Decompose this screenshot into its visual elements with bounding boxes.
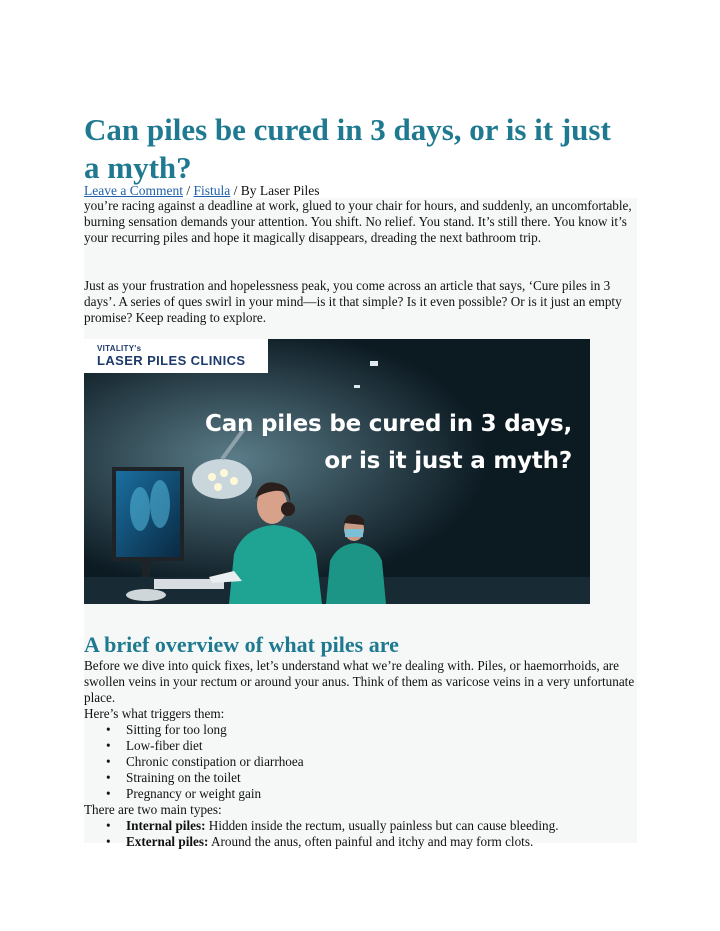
type-term: External piles: bbox=[126, 834, 209, 849]
overview-paragraph: Before we dive into quick fixes, let’s understand what we’re dealing with. Piles, or haemorrhoids, are swollen veins in your rectum or around your anus. Think of them as varicose veins in a very unfortunate place. bbox=[84, 658, 635, 705]
logo-brand-name: LASER PILES CLINICS bbox=[97, 353, 246, 368]
post-meta bbox=[84, 183, 320, 199]
section-heading: A brief overview of what piles are bbox=[84, 632, 399, 657]
triggers-intro: Here’s what triggers them: bbox=[84, 706, 225, 721]
bullet-icon: • bbox=[106, 738, 111, 753]
list-item: • Chronic constipation or diarrhoea bbox=[106, 754, 304, 769]
category-link-fistula[interactable]: Fistula bbox=[193, 183, 231, 198]
list-item: • Straining on the toilet bbox=[106, 770, 241, 785]
type-term: Internal piles: bbox=[126, 818, 206, 833]
bullet-icon: • bbox=[106, 722, 111, 737]
intro-paragraph-2: Just as your frustration and hopelessness peak, you come across an article that says, ‘Cure piles in 3 days’. A series of ques swirl in your mind—is it that simple? Is it even possible? Or is it just an empty promise? Keep reading to explore. bbox=[84, 278, 622, 325]
bullet-icon: • bbox=[106, 770, 111, 785]
leave-comment-link[interactable]: Leave a Comment bbox=[84, 183, 183, 198]
bullet-icon: • bbox=[106, 834, 111, 849]
article-content bbox=[84, 198, 637, 849]
list-item: • Low-fiber diet bbox=[106, 738, 203, 753]
list-item bbox=[84, 818, 559, 834]
list-item: • Sitting for too long bbox=[106, 722, 227, 737]
list-item bbox=[84, 834, 559, 850]
type-desc: Around the anus, often painful and itchy and may form clots. bbox=[208, 834, 534, 849]
bullet-icon: • bbox=[106, 818, 111, 833]
triggers-list bbox=[84, 722, 304, 802]
hero-heading-line-2: or is it just a myth? bbox=[324, 448, 572, 474]
types-list bbox=[84, 818, 559, 850]
hero-heading-line-1: Can piles be cured in 3 days, bbox=[205, 411, 572, 437]
meta-author: / By Laser Piles bbox=[230, 183, 320, 198]
logo-brand-small: VITALITY's bbox=[97, 344, 142, 353]
bullet-icon: • bbox=[106, 786, 111, 801]
clinic-logo bbox=[84, 339, 268, 373]
types-intro: There are two main types: bbox=[84, 802, 222, 817]
type-desc: Hidden inside the rectum, usually painless but can cause bleeding. bbox=[205, 818, 559, 833]
hero-image bbox=[84, 339, 590, 604]
intro-paragraph-1: you’re racing against a deadline at work, glued to your chair for hours, and suddenly, an uncomfortable, burning sensation demands your attention. You shift. No relief. You stand. It’s still there. You know it’s your recurring piles and hope it magically disappears, dreading the next bathroom trip. bbox=[84, 198, 632, 245]
surgical-lamp bbox=[192, 459, 252, 499]
bullet-icon: • bbox=[106, 754, 111, 769]
list-item: • Pregnancy or weight gain bbox=[106, 786, 262, 801]
article-title: Can piles be cured in 3 days, or is it just a myth? bbox=[84, 112, 611, 185]
meta-separator: / bbox=[182, 183, 194, 198]
